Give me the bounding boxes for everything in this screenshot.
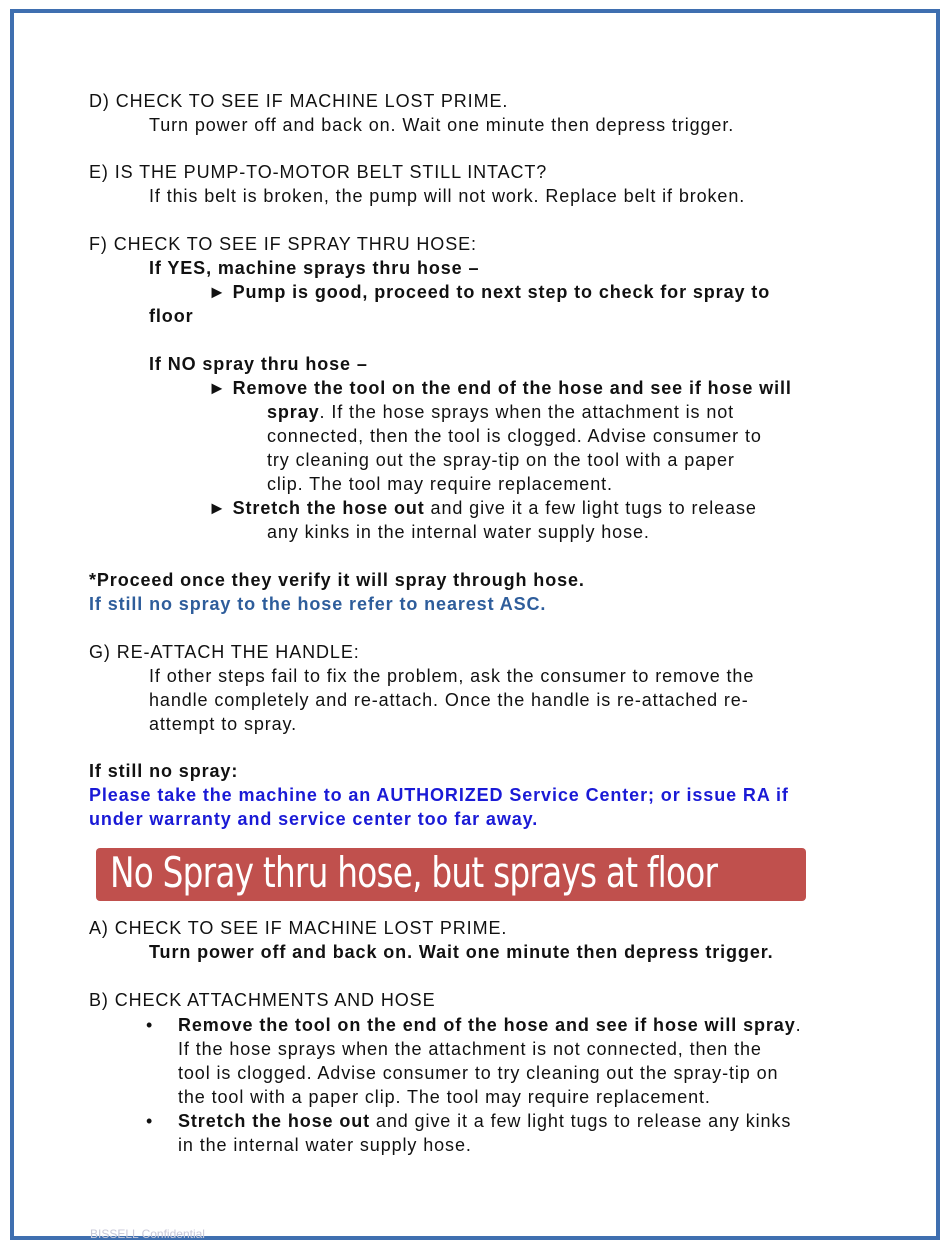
section-f-yes-bullet: ► Pump is good, proceed to next step to check for spray to <box>208 282 771 302</box>
section-b-bullet-1 <box>178 1013 802 1037</box>
bullet-1-rest: . If the hose sprays when the attachment is not <box>319 402 735 422</box>
section-b-bullet-2 <box>178 1109 791 1133</box>
bullet-2-rest: and give it a few light tugs to release <box>424 498 757 518</box>
section-f-no-bullet-1-line-2 <box>267 400 734 424</box>
bold-spray: spray <box>267 402 320 422</box>
section-g-heading: G) RE-ATTACH THE HANDLE: <box>89 642 360 662</box>
service-center-line-1: Please take the machine to an AUTHORIZED Service Center; or issue RA if <box>89 785 789 805</box>
section-f-no-bullet-1-line-4: try cleaning out the spray-tip on the tool with a paper <box>267 450 735 470</box>
section-g-line-3: attempt to spray. <box>149 714 298 734</box>
bullet-2-rest: and give it a few light tugs to release any kinks <box>370 1111 792 1131</box>
section-f-no-bullet-2 <box>208 496 757 520</box>
section-f-yes-bullet-cont: floor <box>149 306 194 326</box>
section-f-no-bullet-1-line-3: connected, then the tool is clogged. Advise consumer to <box>267 426 762 446</box>
banner-title: No Spray thru hose, but sprays at floor <box>110 848 718 897</box>
section-a-heading: A) CHECK TO SEE IF MACHINE LOST PRIME. <box>89 918 508 938</box>
bullet-dot-1: • <box>146 1015 154 1035</box>
proceed-note: *Proceed once they verify it will spray through hose. <box>89 570 585 590</box>
section-f-no: If NO spray thru hose – <box>149 354 368 374</box>
section-b-bullet-1-line-3: tool is clogged. Advise consumer to try cleaning out the spray-tip on <box>178 1063 779 1083</box>
bold-stretch: ► Stretch the hose out <box>208 498 425 518</box>
section-f-no-bullet-2-line-2: any kinks in the internal water supply hose. <box>267 522 650 542</box>
section-banner <box>96 848 806 901</box>
section-e-heading: E) IS THE PUMP-TO-MOTOR BELT STILL INTACT? <box>89 162 548 182</box>
section-b-bullet-1-line-4: the tool with a paper clip. The tool may require replacement. <box>178 1087 711 1107</box>
bold-stretch-hose: Stretch the hose out <box>178 1111 371 1131</box>
section-f-no-bullet-1: ► Remove the tool on the end of the hose and see if hose will <box>208 378 792 398</box>
section-d-heading: D) CHECK TO SEE IF MACHINE LOST PRIME. <box>89 91 509 111</box>
section-e-text: If this belt is broken, the pump will not work. Replace belt if broken. <box>149 186 746 206</box>
section-f-heading: F) CHECK TO SEE IF SPRAY THRU HOSE: <box>89 234 477 254</box>
section-f-yes: If YES, machine sprays thru hose – <box>149 258 480 278</box>
section-b-heading: B) CHECK ATTACHMENTS AND HOSE <box>89 990 436 1010</box>
section-g-line-1: If other steps fail to fix the problem, ask the consumer to remove the <box>149 666 755 686</box>
bullet-1-period: . <box>795 1015 802 1035</box>
bullet-dot-2: • <box>146 1111 154 1131</box>
service-center-line-2: under warranty and service center too far away. <box>89 809 539 829</box>
section-g-line-2: handle completely and re-attach. Once the handle is re-attached re- <box>149 690 749 710</box>
section-b-bullet-2-line-2: in the internal water supply hose. <box>178 1135 472 1155</box>
section-f-no-bullet-1-line-5: clip. The tool may require replacement. <box>267 474 613 494</box>
section-b-bullet-1-line-2: If the hose sprays when the attachment is not connected, then the <box>178 1039 762 1059</box>
section-d-text: Turn power off and back on. Wait one minute then depress trigger. <box>149 115 735 135</box>
confidential-footer: BISSELL Confidential <box>90 1227 205 1241</box>
refer-asc-note: If still no spray to the hose refer to nearest ASC. <box>89 594 547 614</box>
still-no-spray-label: If still no spray: <box>89 761 239 781</box>
bold-remove-tool: Remove the tool on the end of the hose and see if hose will spray <box>178 1015 796 1035</box>
section-a-text: Turn power off and back on. Wait one minute then depress trigger. <box>149 942 774 962</box>
